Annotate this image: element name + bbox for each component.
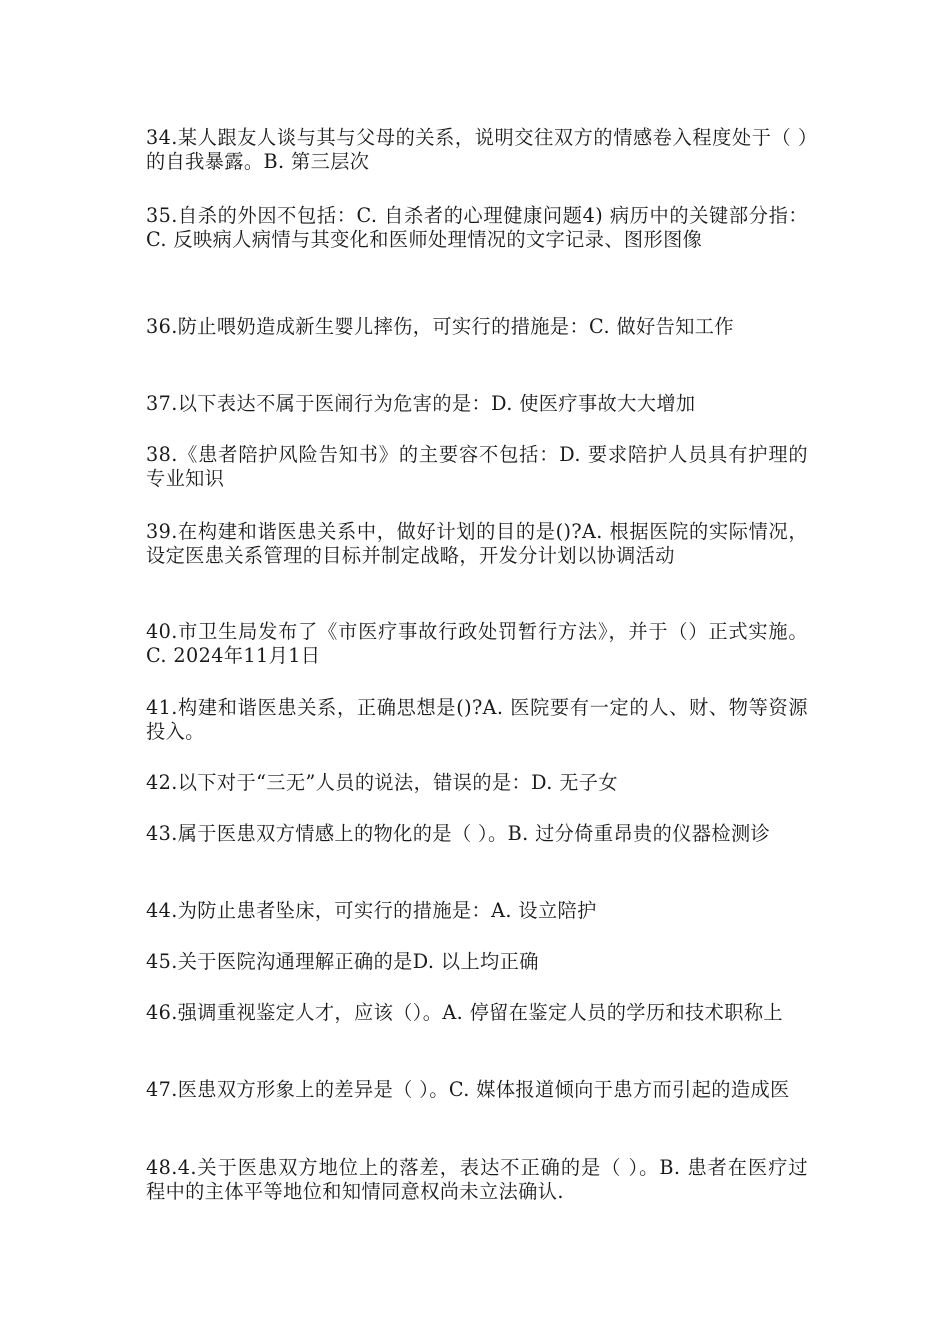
question-40: 40.市卫生局发布了《市医疗事故行政处罚暂行方法》，并于（）正式实施。C. 2024年11月1日 bbox=[146, 620, 808, 667]
question-37: 37.以下表达不属于医闹行为危害的是：D. 使医疗事故大大增加 bbox=[146, 392, 696, 415]
question-47: 47.医患双方形象上的差异是（ ）。C. 媒体报道倾向于患方而引起的造成医 bbox=[146, 1078, 790, 1101]
question-48: 48.4.关于医患双方地位上的落差，表达不正确的是（ ）。B. 患者在医疗过程中的主体平等地位和知情同意权尚未立法确认. bbox=[146, 1156, 808, 1203]
question-35: 35.自杀的外因不包括：C. 自杀者的心理健康问题4) 病历中的关键部分指：C. 反映病人病情与其变化和医师处理情况的文字记录、图形图像 bbox=[146, 204, 808, 251]
question-34: 34.某人跟友人谈与其与父母的关系，说明交往双方的情感卷入程度处于（ ）的自我暴露。B. 第三层次 bbox=[146, 126, 808, 173]
question-39: 39.在构建和谐医患关系中，做好计划的目的是()?A. 根据医院的实际情况，设定医患关系管理的目标并制定战略，开发分计划以协调活动 bbox=[146, 520, 808, 567]
question-38: 38.《患者陪护风险告知书》的主要容不包括：D. 要求陪护人员具有护理的专业知识 bbox=[146, 443, 808, 490]
question-41: 41.构建和谐医患关系，正确思想是()?A. 医院要有一定的人、财、物等资源投入。 bbox=[146, 696, 808, 743]
question-46: 46.强调重视鉴定人才，应该（）。A. 停留在鉴定人员的学历和技术职称上 bbox=[146, 1001, 783, 1024]
question-43: 43.属于医患双方情感上的物化的是（ ）。B. 过分倚重昂贵的仪器检测诊 bbox=[146, 822, 771, 845]
question-45: 45.关于医院沟通理解正确的是D. 以上均正确 bbox=[146, 950, 539, 973]
question-42: 42.以下对于“三无”人员的说法，错误的是：D. 无子女 bbox=[146, 771, 618, 794]
question-36: 36.防止喂奶造成新生婴儿摔伤，可实行的措施是：C. 做好告知工作 bbox=[146, 315, 734, 338]
question-44: 44.为防止患者坠床，可实行的措施是：A. 设立陪护 bbox=[146, 899, 597, 922]
